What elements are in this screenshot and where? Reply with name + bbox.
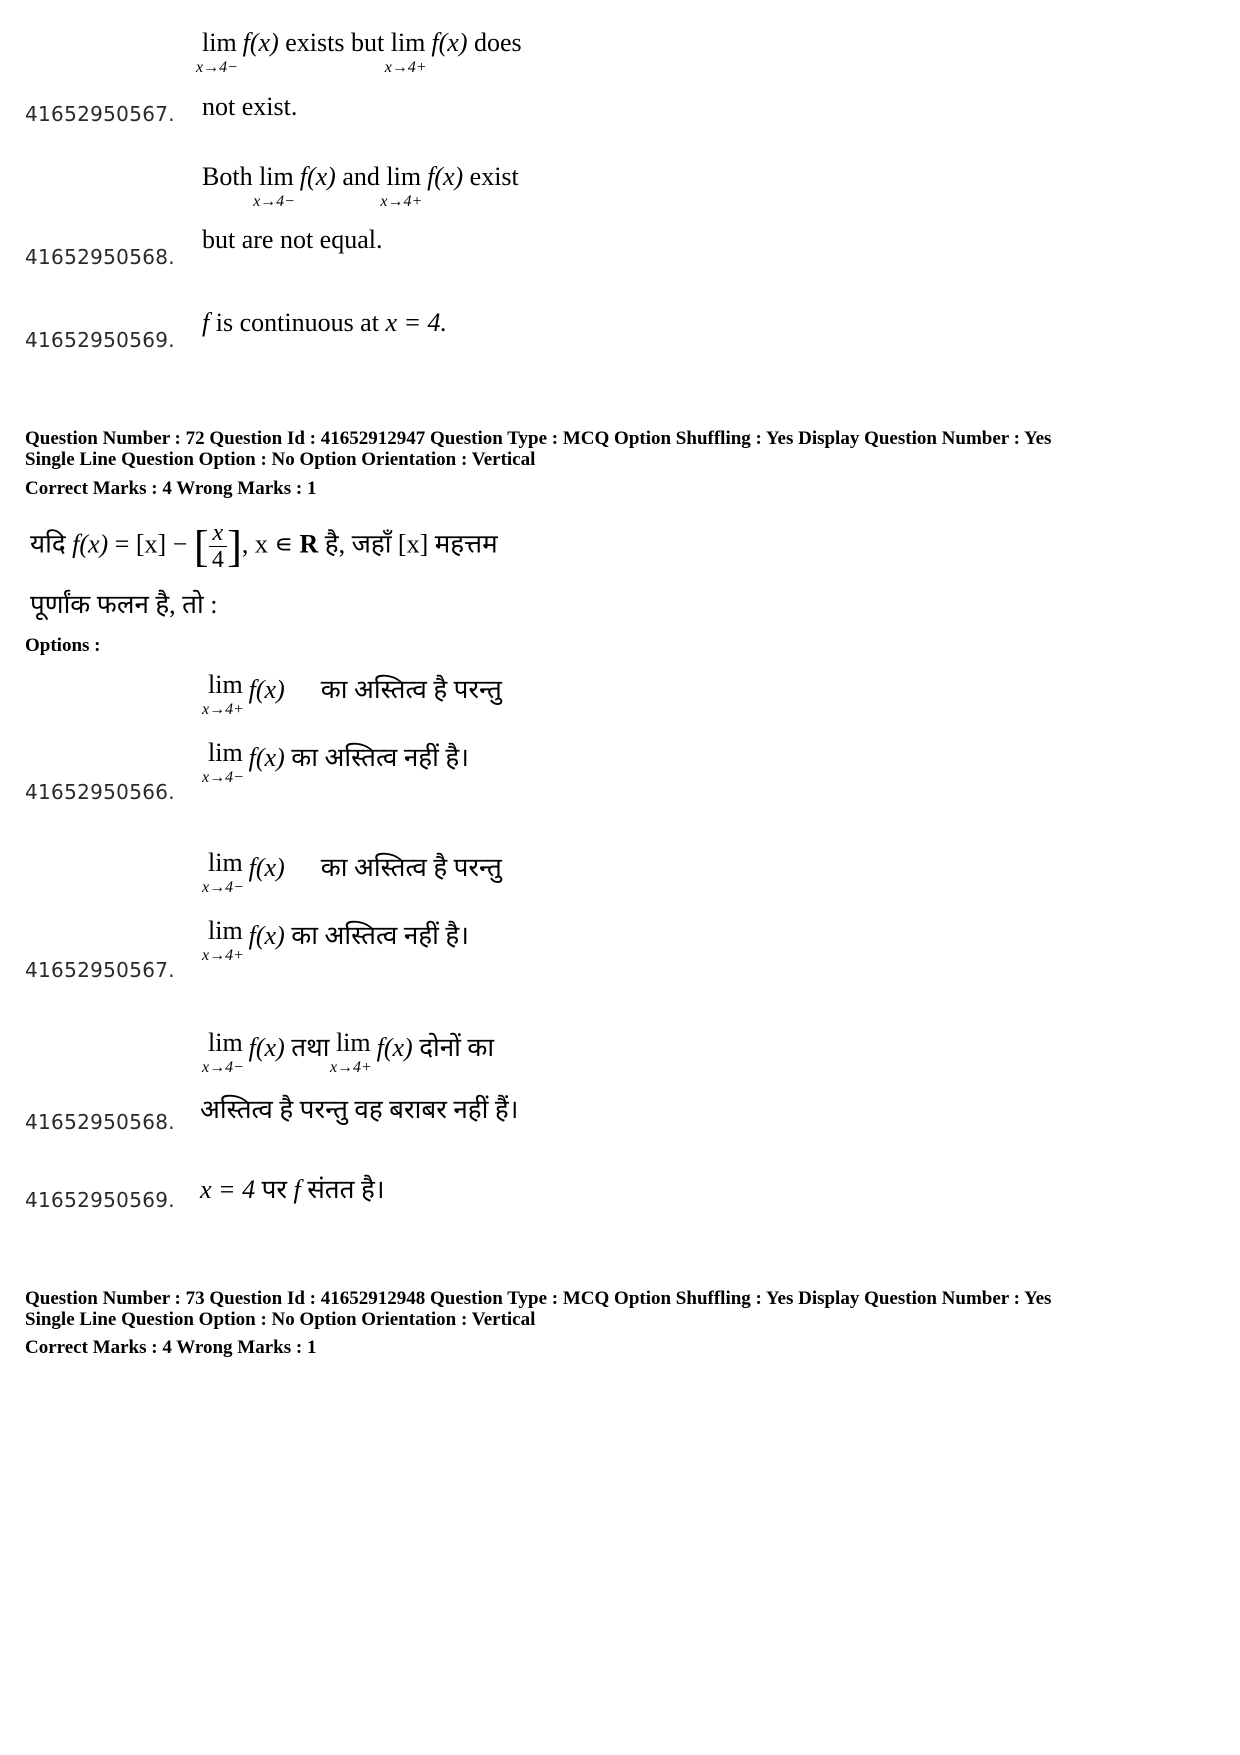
option-568-line2: अस्तित्व है परन्तु वह बराबर नहीं हैं। xyxy=(200,1095,519,1124)
question-meta-line2: Single Line Question Option : No Option Orientation : Vertical xyxy=(25,449,536,470)
question-meta-line1: Question Number : 73 Question Id : 41652912948 Question Type : MCQ Option Shuffling : Yes Display Question Number : Yes xyxy=(25,1288,1052,1309)
option-id: 41652950566. xyxy=(25,780,175,804)
prev-option-568-line1: Both lim x→4− f(x) and lim x→4+ f(x) exist xyxy=(202,162,519,210)
limit-right: lim x→4+ xyxy=(329,1028,372,1076)
option-id: 41652950567. xyxy=(25,102,175,126)
option-567-line2: lim x→4+ f(x) का अस्तित्व नहीं है। xyxy=(202,916,469,964)
option-id: 41652950568. xyxy=(25,245,175,269)
question-marks: Correct Marks : 4 Wrong Marks : 1 xyxy=(25,478,317,499)
fraction: $\frac{x}{4}$ xyxy=(209,520,228,573)
question-meta-line1: Question Number : 72 Question Id : 41652912947 Question Type : MCQ Option Shuffling : Yes Display Question Number : Yes xyxy=(25,428,1052,449)
limit-left: lim x→4− xyxy=(202,1028,244,1076)
prev-option-567-line2: not exist. xyxy=(202,92,298,121)
option-id: 41652950567. xyxy=(25,958,175,982)
limit-right: lim x→4+ xyxy=(384,28,427,76)
limit-left: lim x→4− xyxy=(253,162,295,210)
option-566-line2: lim x→4− f(x) का अस्तित्व नहीं है। xyxy=(202,738,469,786)
limit: lim x→4− xyxy=(202,848,244,896)
limit: lim x→4− xyxy=(202,738,244,786)
question-marks: Correct Marks : 4 Wrong Marks : 1 xyxy=(25,1337,317,1358)
option-id: 41652950569. xyxy=(25,1188,175,1212)
limit-left: lim x→4− xyxy=(196,28,238,76)
option-567-line1: lim x→4− f(x) का अस्तित्व है परन्तु xyxy=(202,848,502,896)
prev-option-568-line2: but are not equal. xyxy=(202,225,383,254)
prev-option-569-line1: f is continuous at x = 4. xyxy=(202,308,448,337)
option-id: 41652950569. xyxy=(25,328,175,352)
prev-option-567-line1: lim x→4− f(x) exists but lim x→4+ f(x) does xyxy=(196,28,522,76)
question-stem-line1: यदि f(x) = [x] − [ $\frac{x}{4}$ ], x ∊ R है, जहाँ [x] महत्तम xyxy=(30,520,498,573)
option-569-line1: x = 4 पर f संतत है। xyxy=(200,1175,385,1204)
question-stem-line2: पूर्णांक फलन है, तो : xyxy=(30,590,218,619)
limit-right: lim x→4+ xyxy=(380,162,423,210)
limit: lim x→4+ xyxy=(202,670,244,718)
options-label: Options : xyxy=(25,635,101,656)
limit: lim x→4+ xyxy=(202,916,244,964)
question-meta-line2: Single Line Question Option : No Option Orientation : Vertical xyxy=(25,1309,536,1330)
option-566-line1: lim x→4+ f(x) का अस्तित्व है परन्तु xyxy=(202,670,502,718)
option-568-line1: lim x→4− f(x) तथा lim x→4+ f(x) दोनों का xyxy=(202,1028,495,1076)
option-id: 41652950568. xyxy=(25,1110,175,1134)
bracket-close: ] xyxy=(227,522,242,571)
bracket-open: [ xyxy=(193,522,209,571)
